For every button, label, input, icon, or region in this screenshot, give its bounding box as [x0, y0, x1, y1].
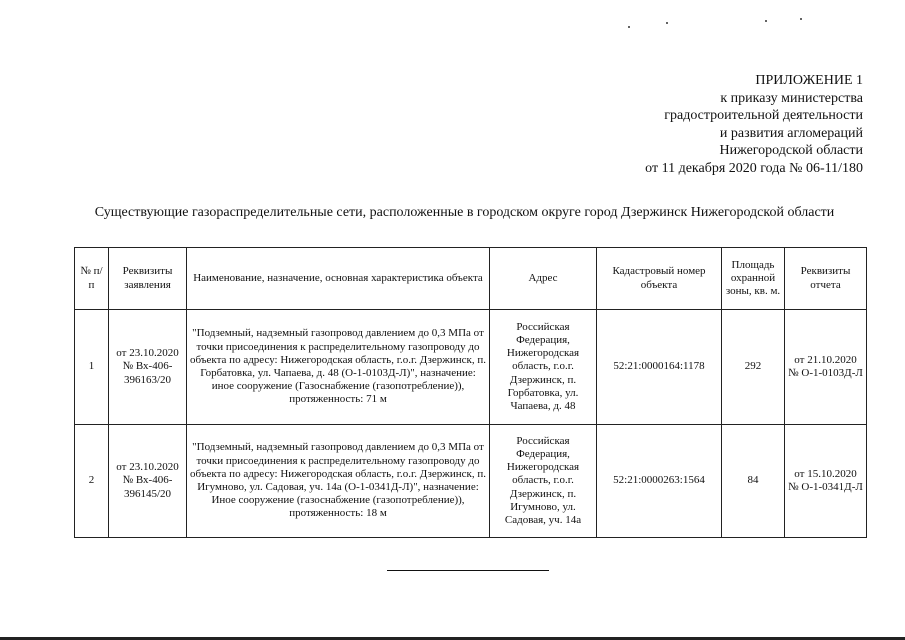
cell-address: Российская Федерация, Нижегородская область, г.о.г. Дзержинск, п. Горбатовка, ул. Чапаева, д. 48: [490, 310, 597, 425]
cell-number: 1: [75, 310, 109, 425]
header-area: Площадь охранной зоны, кв. м.: [722, 248, 785, 310]
scan-speck: [666, 22, 668, 24]
scan-speck: [800, 18, 802, 20]
table-header-row: [75, 248, 867, 310]
cell-description: "Подземный, надземный газопровод давлением до 0,3 МПа от точки присоединения к распределительному газопроводу до объекта по адресу: Нижегородская область, г.о.г. Дзержинск, п. Игумново, ул. Садовая, уч. 14а (О-1-0341Д-Л)", назначение: Иное сооружение (газоснабжение (газопотребление)), протяженность: 18 м: [187, 425, 490, 538]
cell-cadastral: 52:21:0000263:1564: [597, 425, 722, 538]
header-report: Реквизиты отчета: [785, 248, 867, 310]
appendix-line: Нижегородской области: [719, 143, 863, 158]
cell-request: от 23.10.2020 № Вх-406-396163/20: [109, 310, 187, 425]
appendix-line: ПРИЛОЖЕНИЕ 1: [755, 73, 863, 88]
header-description: Наименование, назначение, основная характеристика объекта: [187, 248, 490, 310]
appendix-line: к приказу министерства: [720, 90, 863, 106]
cell-number: 2: [75, 425, 109, 538]
gas-network-table: [74, 247, 867, 538]
scan-speck: [765, 20, 767, 22]
cell-area: 292: [722, 310, 785, 425]
separator-line: [387, 570, 549, 571]
document-title: Существующие газораспределительные сети, расположенные в городском округе город Дзержинск Нижегородской области: [94, 205, 835, 220]
header-number: № п/п: [75, 248, 109, 310]
appendix-line: от 11 декабря 2020 года № 06-11/180: [645, 160, 863, 176]
scan-speck: [628, 26, 630, 28]
cell-cadastral: 52:21:0000164:1178: [597, 310, 722, 425]
appendix-line: и развития агломераций: [719, 125, 863, 141]
table-row: [75, 425, 867, 538]
cell-area: 84: [722, 425, 785, 538]
header-cadastral: Кадастровый номер объекта: [597, 248, 722, 310]
appendix-header: [533, 72, 863, 177]
cell-report: от 15.10.2020 № О-1-0341Д-Л: [785, 425, 867, 538]
cell-description: "Подземный, надземный газопровод давлением до 0,3 МПа от точки присоединения к распределительному газопроводу до объекта по адресу: Нижегородская область, г.о.г. Дзержинск, п. Горбатовка, ул. Чапаева, д. 48 (О-1-0103Д-Л)", назначение: иное сооружение (Газоснабжение (газопотребление)), протяженность: 71 м: [187, 310, 490, 425]
header-address: Адрес: [490, 248, 597, 310]
appendix-line: градостроительной деятельности: [664, 108, 863, 123]
cell-address: Российская Федерация, Нижегородская область, г.о.г. Дзержинск, п. Игумново, ул. Садовая, уч. 14а: [490, 425, 597, 538]
table-row: [75, 310, 867, 425]
cell-request: от 23.10.2020 № Вх-406-396145/20: [109, 425, 187, 538]
cell-report: от 21.10.2020 № О-1-0103Д-Л: [785, 310, 867, 425]
header-request: Реквизиты заявления: [109, 248, 187, 310]
